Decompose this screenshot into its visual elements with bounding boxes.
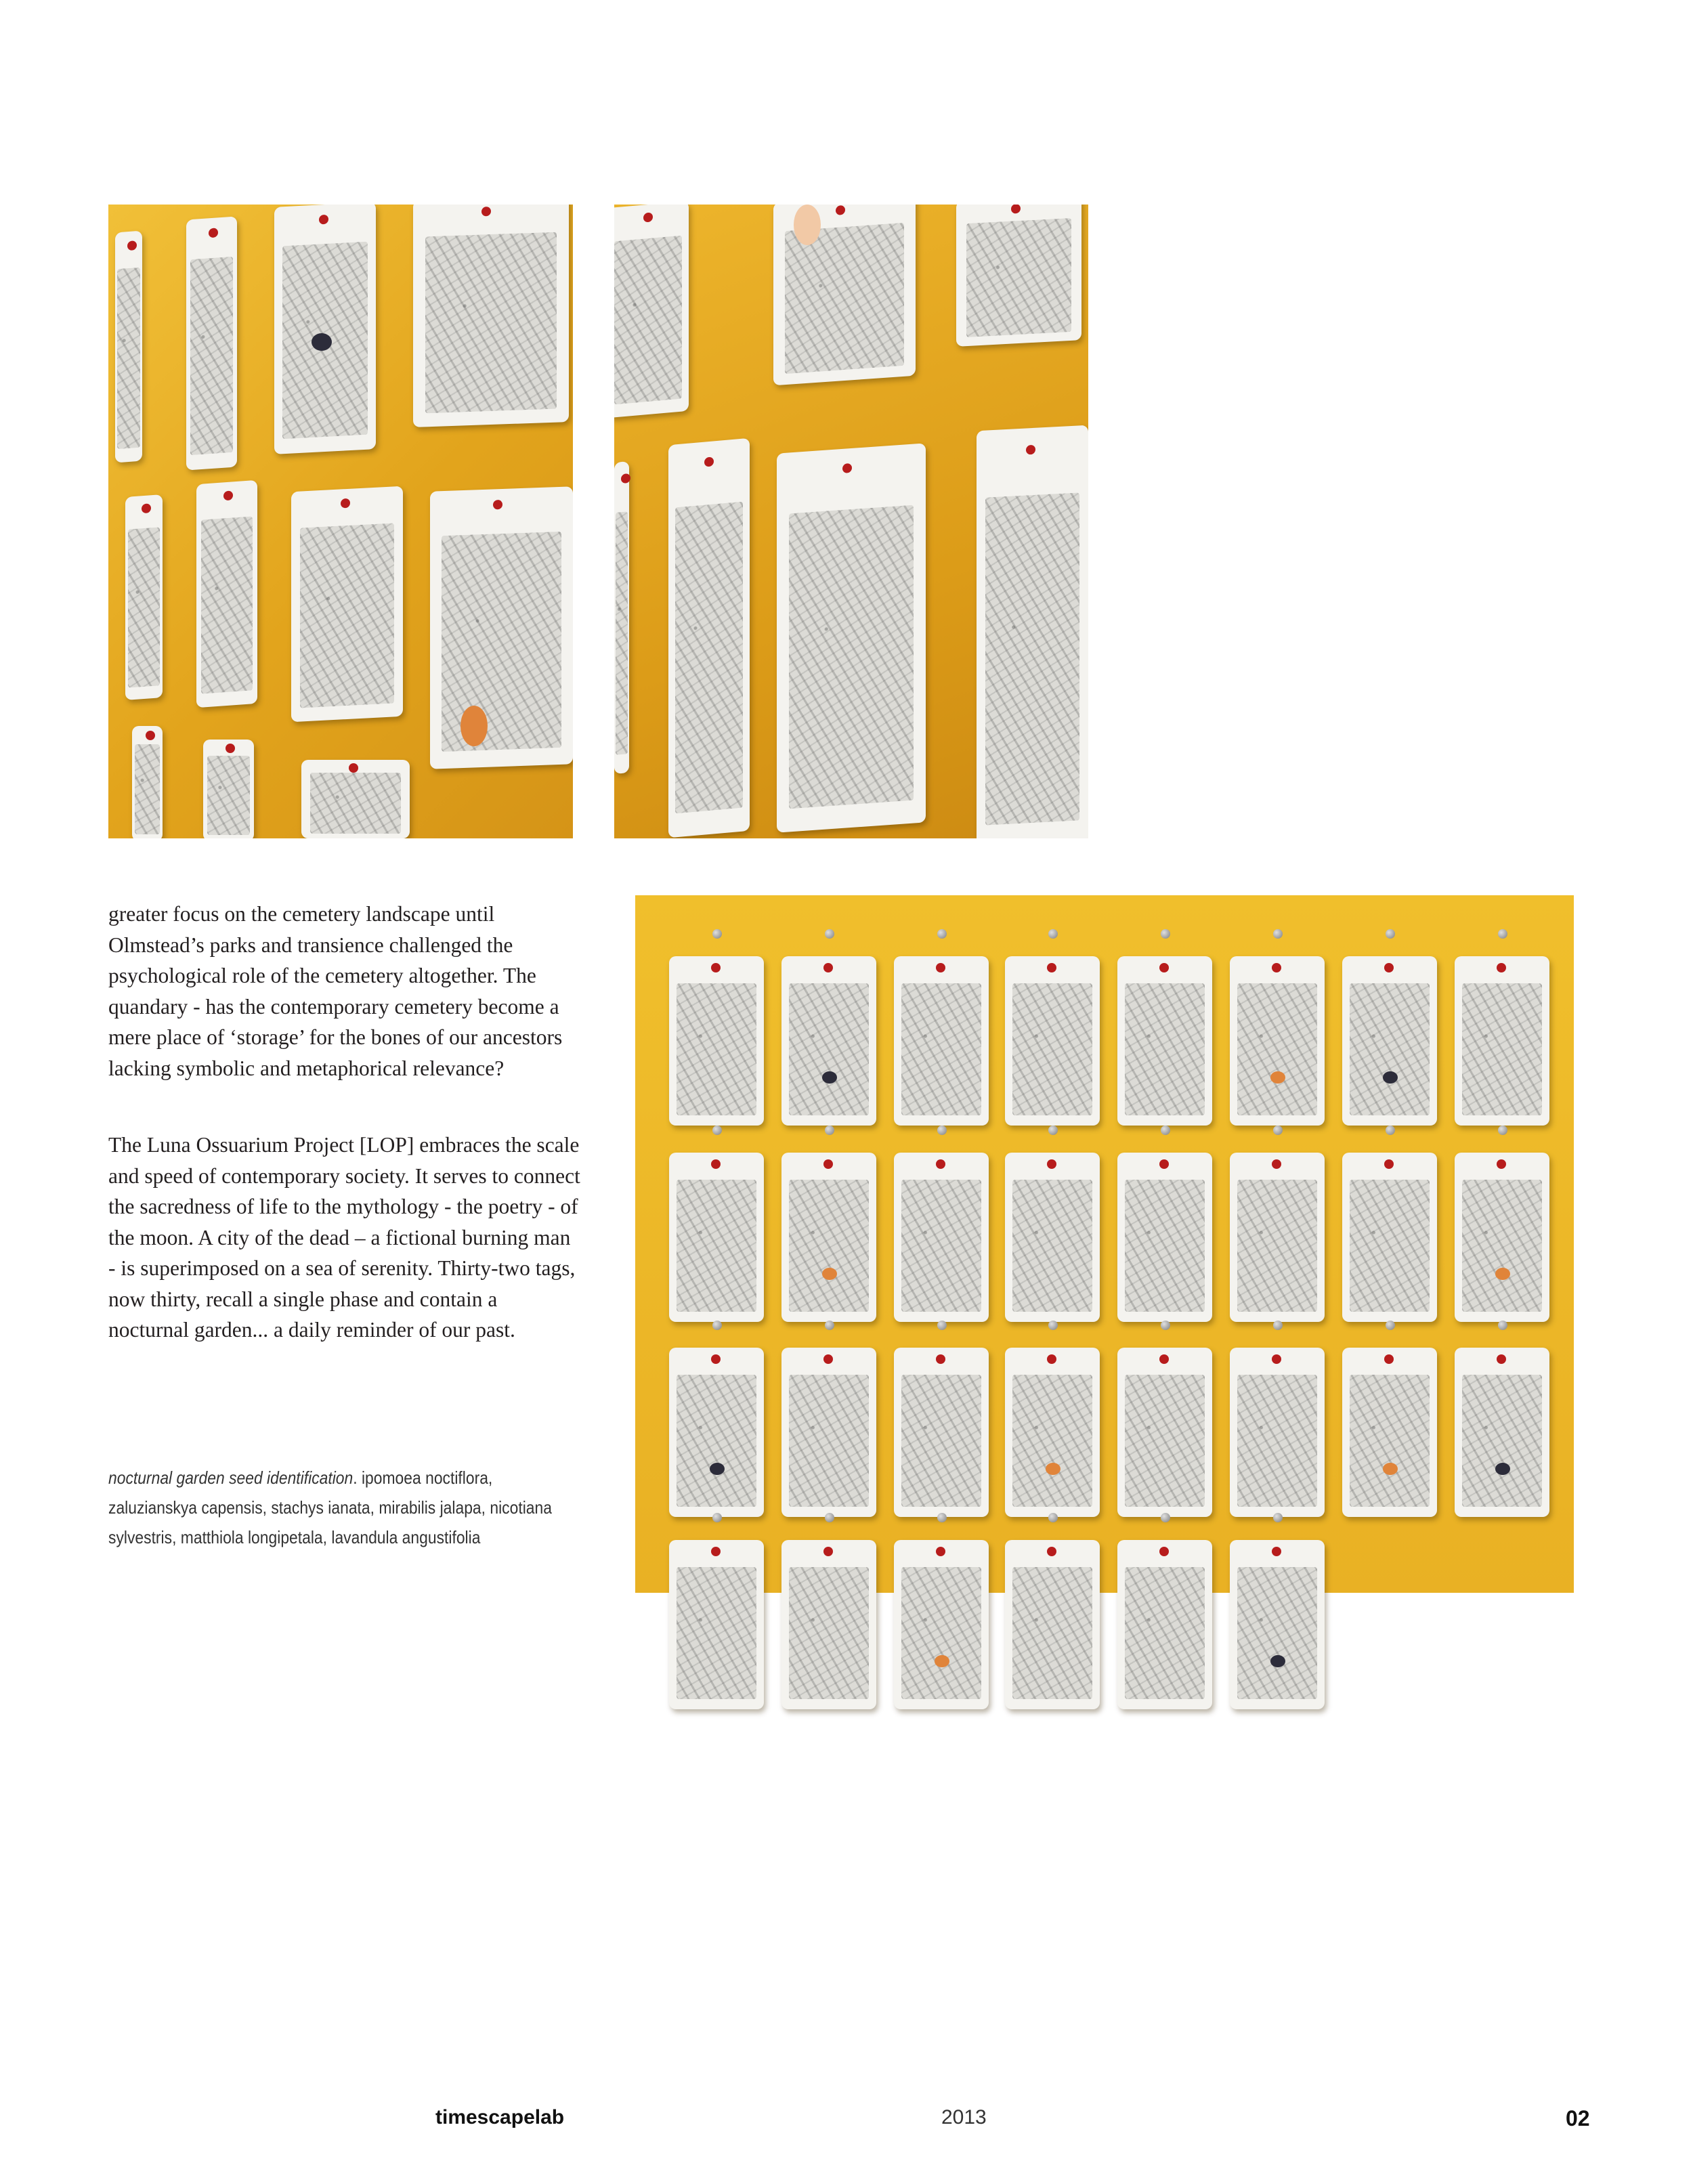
nail — [1273, 1513, 1283, 1522]
tag — [1230, 1153, 1325, 1322]
seed-identification-caption — [108, 1463, 582, 1552]
nail — [1386, 1126, 1395, 1135]
seed — [1383, 1071, 1398, 1084]
tag — [1005, 1540, 1100, 1709]
tag — [781, 1153, 876, 1322]
tag — [669, 1348, 764, 1517]
tag — [1230, 1540, 1325, 1709]
nail — [1498, 1126, 1507, 1135]
nail — [1273, 929, 1283, 939]
nail — [1048, 929, 1058, 939]
tag — [1005, 956, 1100, 1126]
tag — [894, 1153, 989, 1322]
tag — [115, 231, 142, 463]
nail — [937, 929, 947, 939]
tag — [1455, 1348, 1549, 1517]
tag — [125, 494, 163, 700]
nail — [825, 1513, 834, 1522]
photo-tags-closeup-right — [614, 205, 1088, 838]
nail — [1386, 929, 1395, 939]
tag — [614, 461, 629, 774]
seed — [1383, 1463, 1398, 1475]
tag — [1455, 956, 1549, 1126]
tag — [1455, 1153, 1549, 1322]
seed — [1046, 1463, 1060, 1475]
tag — [1117, 956, 1212, 1126]
tag — [956, 205, 1081, 347]
page-number: 02 — [1566, 2106, 1590, 2131]
tag — [1005, 1153, 1100, 1322]
nail — [937, 1321, 947, 1330]
tag — [1342, 1348, 1437, 1517]
seed — [1270, 1655, 1285, 1667]
nail — [712, 1321, 722, 1330]
tag — [894, 956, 989, 1126]
photo-tags-closeup-left — [108, 205, 573, 838]
tag — [669, 1540, 764, 1709]
tag — [669, 1153, 764, 1322]
tag — [274, 205, 376, 454]
caption-text: . ipomoea noctiflora, zaluzianskya capensis, stachys ianata, mirabilis jalapa, nicotiana sylvestris, matthiola longipetala, lavandula angustifolia — [108, 1468, 552, 1547]
tag — [781, 956, 876, 1126]
seed — [822, 1268, 837, 1280]
nail — [1498, 1321, 1507, 1330]
tag — [1230, 1348, 1325, 1517]
tag — [132, 726, 163, 838]
seed — [710, 1463, 725, 1475]
nail — [1273, 1321, 1283, 1330]
seed — [1495, 1463, 1510, 1475]
nail — [712, 1513, 722, 1522]
tag — [1117, 1540, 1212, 1709]
tag — [614, 205, 689, 418]
seed — [1270, 1071, 1285, 1084]
tag — [977, 425, 1088, 838]
nail — [1048, 1513, 1058, 1522]
seed — [460, 706, 488, 746]
tag — [301, 760, 410, 838]
nail — [1161, 1126, 1170, 1135]
tag — [669, 956, 764, 1126]
footer-brand: timescapelab — [435, 2106, 565, 2128]
nail — [937, 1126, 947, 1135]
tag — [781, 1540, 876, 1709]
photo-tag-grid-board — [635, 895, 1574, 1593]
nail — [1161, 929, 1170, 939]
seed — [935, 1655, 949, 1667]
tag — [668, 438, 750, 838]
paragraph-2: The Luna Ossuarium Project [LOP] embraces the scale and speed of contemporary society. It serves to connect the sacredness of life to the mythology - the poetry - of the moon. A city of the dead – a fictional burning man - is superimposed on a sea of serenity. Thirty-two tags, now thirty, recall a single phase and contain a nocturnal garden... a daily reminder of our past. — [108, 1133, 580, 1342]
seed — [1495, 1268, 1510, 1280]
nail — [1048, 1126, 1058, 1135]
tag — [196, 480, 257, 708]
tag — [1117, 1348, 1212, 1517]
nail — [1048, 1321, 1058, 1330]
nail — [1161, 1513, 1170, 1522]
tag — [777, 443, 926, 832]
nail — [1498, 929, 1507, 939]
tag — [1342, 1153, 1437, 1322]
nail — [712, 1126, 722, 1135]
tag — [430, 486, 573, 769]
seed — [312, 333, 332, 351]
nail — [825, 1126, 834, 1135]
nail — [825, 929, 834, 939]
tag — [203, 740, 254, 838]
nail — [825, 1321, 834, 1330]
nail — [1161, 1321, 1170, 1330]
nail — [937, 1513, 947, 1522]
tag — [291, 486, 403, 723]
tag — [1342, 956, 1437, 1126]
tag — [186, 216, 237, 470]
paragraph-1: greater focus on the cemetery landscape until Olmstead’s parks and transience challenged the psychological role of the cemetery altogether. The quandary - has the contemporary cemetery become a mere place of ‘storage’ for the bones of our ancestors lacking symbolic and metaphorical relevance? — [108, 902, 563, 1080]
nail — [712, 929, 722, 939]
seed — [822, 1071, 837, 1084]
tag — [894, 1540, 989, 1709]
tag — [894, 1348, 989, 1517]
nail — [1386, 1321, 1395, 1330]
caption-label: nocturnal garden seed identification — [108, 1468, 353, 1488]
tag — [1117, 1153, 1212, 1322]
tag — [1230, 956, 1325, 1126]
tag — [413, 205, 569, 427]
tag — [1005, 1348, 1100, 1517]
footer-year: 2013 — [941, 2106, 987, 2128]
seed — [794, 205, 821, 245]
tag — [781, 1348, 876, 1517]
nail — [1273, 1126, 1283, 1135]
